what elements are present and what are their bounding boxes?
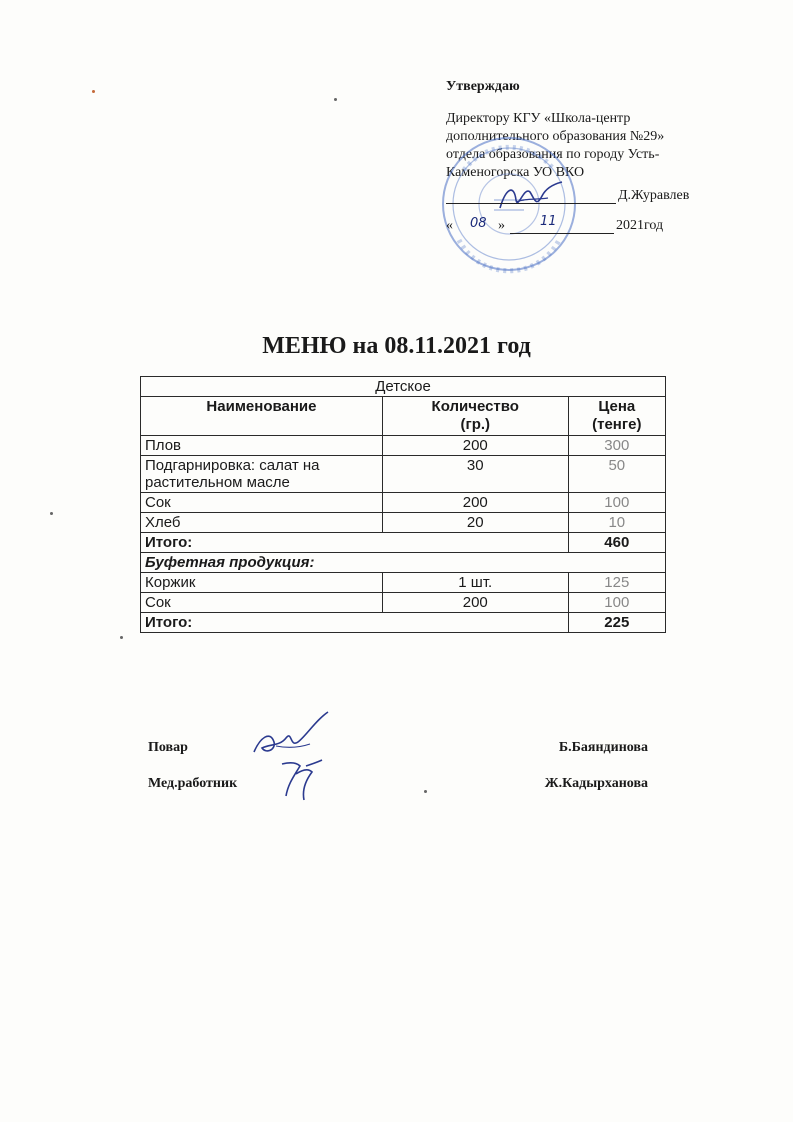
buffet-total-label: Итого:: [141, 613, 569, 633]
signatures-block: [148, 740, 648, 812]
item-price: 50: [568, 456, 665, 493]
kids-total-row: [141, 533, 666, 553]
signature-line: [446, 203, 616, 204]
item-price: 100: [568, 593, 665, 613]
header-price-line2: (тенге): [592, 416, 642, 433]
scan-speck: [50, 512, 53, 515]
header-name-label: Наименование: [206, 398, 317, 415]
page-title: МЕНЮ на 08.11.2021 год: [262, 333, 531, 359]
table-row: [141, 593, 666, 613]
date-close-quote: »: [498, 218, 505, 233]
buffet-total-row: [141, 613, 666, 633]
item-name: Коржик: [141, 573, 383, 593]
item-price: 100: [568, 493, 665, 513]
item-qty: 200: [382, 493, 568, 513]
table-row: [141, 456, 666, 493]
item-price: 10: [568, 513, 665, 533]
director-name: Д.Журавлев: [618, 188, 690, 203]
item-name: Хлеб: [141, 513, 383, 533]
item-name: Подгарнировка: салат на растительном масле: [141, 456, 383, 493]
menu-table: [140, 376, 666, 633]
item-qty: 200: [382, 436, 568, 456]
scan-speck: [92, 90, 95, 93]
header-price-line1: Цена: [598, 398, 636, 415]
approval-line: дополнительного образования №29»: [446, 129, 665, 144]
table-row: [141, 436, 666, 456]
item-qty: 200: [382, 593, 568, 613]
approval-heading: Утверждаю: [446, 79, 520, 94]
scan-speck: [334, 98, 337, 101]
approval-line: Директору КГУ «Школа-центр: [446, 111, 631, 126]
item-price: 300: [568, 436, 665, 456]
scan-speck: [424, 790, 427, 793]
cook-signature-row: [148, 740, 648, 776]
date-open-quote: «: [446, 218, 453, 233]
item-name: Плов: [141, 436, 383, 456]
table-row: [141, 493, 666, 513]
date-day: 08: [470, 216, 487, 231]
scan-speck: [120, 636, 123, 639]
kids-total-value: 460: [568, 533, 665, 553]
date-year: 2021год: [616, 218, 664, 233]
item-qty: 20: [382, 513, 568, 533]
approval-line: Каменогорска УО ВКО: [446, 165, 585, 180]
buffet-section-row: [141, 553, 666, 573]
approval-line: отдела образования по городу Усть-: [446, 147, 660, 162]
date-line: [510, 233, 614, 234]
medic-signature-row: [148, 776, 648, 812]
buffet-title: Буфетная продукция:: [141, 553, 666, 573]
header-qty: [382, 397, 568, 436]
director-sign-row: [446, 188, 706, 206]
item-name: Сок: [141, 493, 383, 513]
item-qty: 1 шт.: [382, 573, 568, 593]
table-row: [141, 513, 666, 533]
table-section-row: [141, 377, 666, 397]
header-price: [568, 397, 665, 436]
item-name: Сок: [141, 593, 383, 613]
header-qty-line1: Количество: [431, 398, 519, 415]
table-row: [141, 573, 666, 593]
item-qty: 30: [382, 456, 568, 493]
date-month: 11: [540, 214, 557, 229]
kids-total-label: Итого:: [141, 533, 569, 553]
buffet-total-value: 225: [568, 613, 665, 633]
header-name: [141, 397, 383, 436]
header-qty-line2: (гр.): [460, 416, 491, 433]
medic-name: Ж.Кадырханова: [544, 776, 648, 791]
medic-role: Мед.работник: [148, 776, 238, 791]
section-title: Детское: [141, 377, 666, 397]
table-header-row: [141, 397, 666, 436]
approval-date-row: [446, 214, 706, 236]
cook-name: Б.Баяндинова: [558, 740, 648, 755]
item-price: 125: [568, 573, 665, 593]
cook-role: Повар: [148, 740, 188, 755]
